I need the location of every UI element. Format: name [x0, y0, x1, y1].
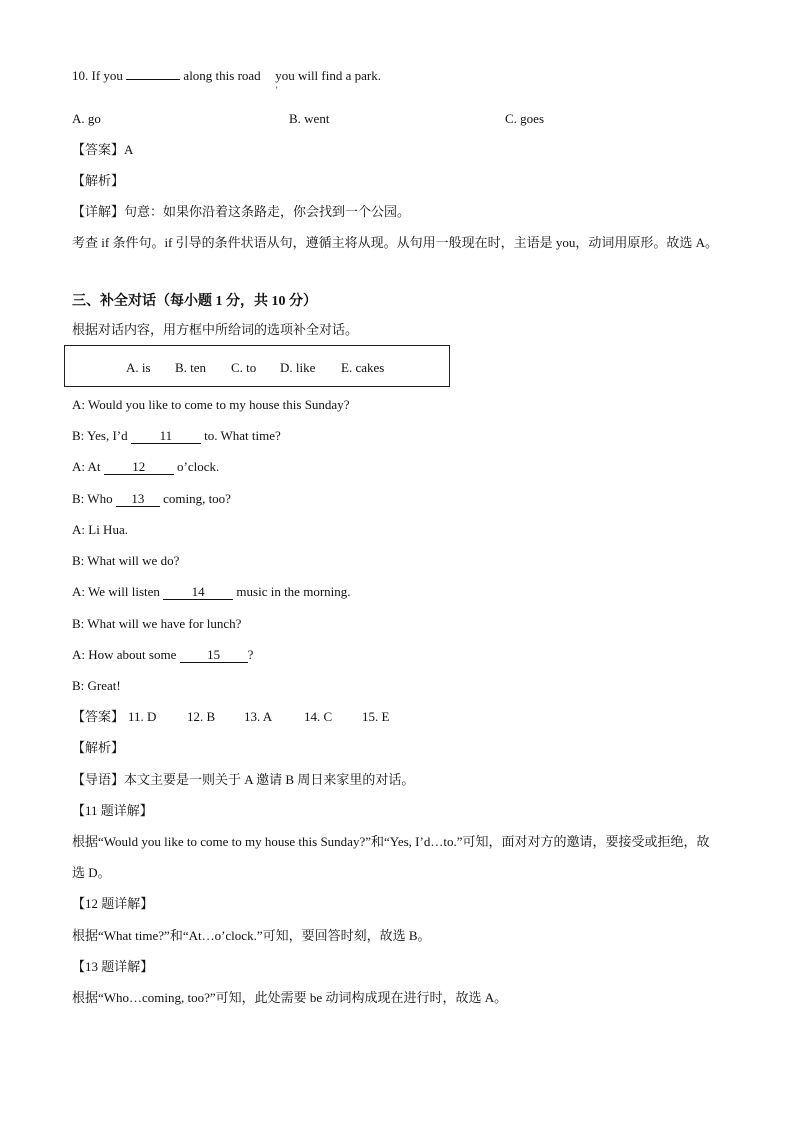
- blank-13: 13: [116, 492, 160, 507]
- dialogue-line: A: We will listen 14 music in the morning.: [72, 584, 351, 599]
- dialogue-line: B: Yes, I’d 11 to. What time?: [72, 428, 281, 443]
- section3-analysis-label: 【解析】: [72, 740, 125, 755]
- answer-label: 【答案】: [72, 142, 125, 157]
- q10-option-c: C. goes: [505, 111, 544, 126]
- q10-option-b: B. went: [289, 111, 330, 126]
- q10-explanation: 考查 if 条件句。if 引导的条件状语从句，遵循主将从现。从句用一般现在时，主语是 you，动词用原形。故选 A。: [72, 235, 719, 250]
- q12-detail: 根据“What time?”和“At…o’clock.”可知，要回答时刻，故选 B。: [72, 928, 431, 943]
- q13-label: 【13 题详解】: [72, 959, 154, 974]
- dialogue-line: A: Li Hua.: [72, 522, 128, 537]
- q13-detail: 根据“Who…coming, too?”可知，此处需要 be 动词构成现在进行时，故选 A。: [72, 990, 508, 1005]
- answer-item: 13. A: [244, 709, 273, 724]
- guide-text: 本文主要是一则关于 A 邀请 B 周日来家里的对话。: [124, 772, 415, 787]
- section3-answer: [72, 709, 389, 725]
- q12-label: 【12 题详解】: [72, 896, 154, 911]
- box-option-e: E. cakes: [341, 360, 385, 375]
- q10-suffix2: you will find a park.: [275, 68, 381, 83]
- box-option-d: D. like: [280, 360, 316, 375]
- q10-analysis-label: 【解析】: [72, 173, 125, 188]
- q10-blank: [126, 79, 180, 80]
- q10-answer: [72, 142, 133, 158]
- blank-15: 15: [180, 648, 248, 663]
- answer-item: 15. E: [362, 709, 390, 724]
- word-box: [64, 345, 450, 387]
- dialogue-line: A: How about some 15 ?: [72, 647, 254, 662]
- section-heading: 三、补全对话（每小题 1 分，共 10 分）: [72, 294, 317, 309]
- guide-label: 【导语】: [72, 772, 125, 787]
- blank-14: 14: [163, 585, 233, 600]
- answer-label: 【答案】: [72, 709, 125, 724]
- dialogue-line: B: What will we do?: [72, 553, 180, 568]
- box-option-c: C. to: [231, 360, 257, 375]
- answer-item: 11. D: [128, 709, 157, 724]
- answer-value: A: [124, 142, 134, 157]
- section-instruction: 根据对话内容，用方框中所给词的选项补全对话。: [72, 322, 359, 337]
- question-10: [72, 68, 381, 84]
- box-option-b: B. ten: [175, 360, 207, 375]
- q10-prefix: 10. If you: [72, 68, 123, 83]
- q11-label: 【11 题详解】: [72, 803, 153, 818]
- q10-suffix: along this road: [183, 68, 261, 83]
- dialogue-line: B: What will we have for lunch?: [72, 616, 242, 631]
- q10-mark: ': [276, 85, 278, 95]
- answer-item: 14. C: [304, 709, 333, 724]
- blank-12: 12: [104, 460, 174, 475]
- q11-detail: 根据“Would you like to come to my house this Sunday?”和“Yes, I’d…to.”可知，面对对方的邀请，要接受或拒绝，故选 D。: [72, 834, 710, 880]
- guide: [72, 772, 414, 788]
- blank-11: 11: [131, 429, 201, 444]
- dialogue-line: B: Who 13 coming, too?: [72, 491, 231, 506]
- q10-option-a: A. go: [72, 111, 101, 126]
- detail-text: 句意：如果你沿着这条路走，你会找到一个公园。: [124, 204, 411, 219]
- dialogue-line: B: Great!: [72, 678, 121, 693]
- detail-label: 【详解】: [72, 204, 125, 219]
- answer-item: 12. B: [187, 709, 216, 724]
- q10-detail: [72, 204, 410, 220]
- box-option-a: A. is: [126, 360, 151, 375]
- dialogue-line: A: Would you like to come to my house this Sunday?: [72, 397, 350, 412]
- dialogue-line: A: At 12 o’clock.: [72, 459, 220, 474]
